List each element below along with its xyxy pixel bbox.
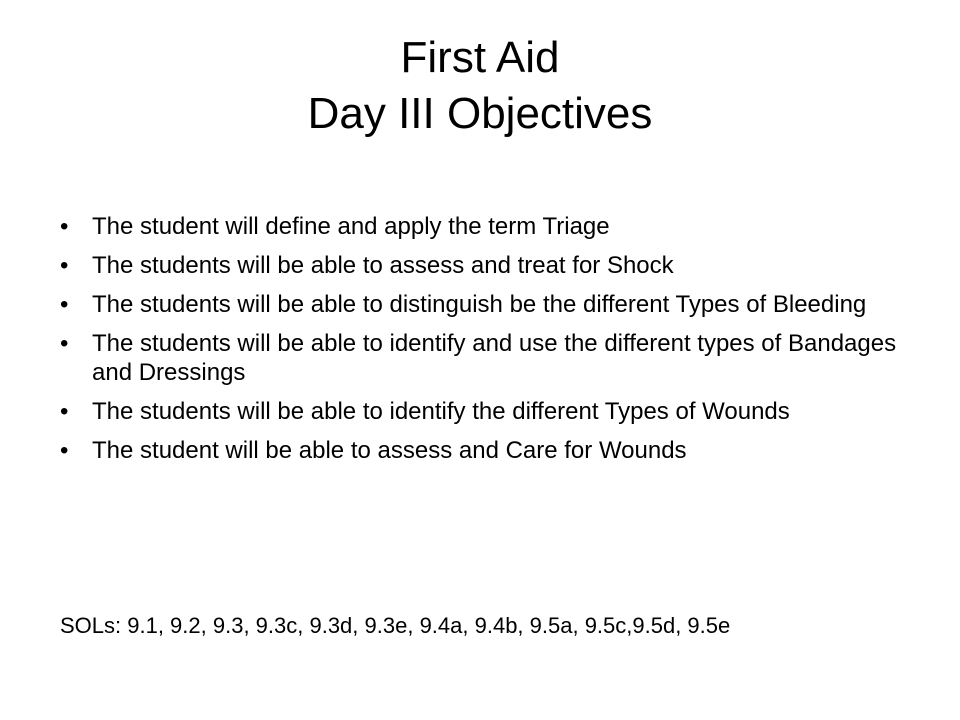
- list-item: [60, 329, 920, 387]
- objective-text: The students will be able to assess and treat for Shock: [92, 252, 674, 279]
- objective-text: The student will be able to assess and Care for Wounds: [92, 437, 687, 464]
- bullet-icon: •: [60, 213, 69, 240]
- bullet-icon: •: [60, 398, 69, 425]
- title-line-1: First Aid: [400, 33, 560, 82]
- objective-text: The students will be able to identify the different Types of Wounds: [92, 398, 790, 425]
- bullet-icon: •: [60, 252, 69, 279]
- list-item: [60, 397, 920, 426]
- title-line-2: Day III Objectives: [307, 89, 653, 138]
- bullet-icon: •: [60, 291, 69, 318]
- bullet-icon: •: [60, 330, 69, 357]
- objective-text: The students will be able to distinguish be the different Types of Bleeding: [92, 291, 867, 318]
- objective-text: The student will define and apply the term Triage: [92, 213, 610, 240]
- list-item: [60, 436, 920, 465]
- objectives-list: [60, 212, 920, 475]
- slide-title: [0, 30, 960, 142]
- list-item: [60, 290, 920, 319]
- sols-standards: SOLs: 9.1, 9.2, 9.3, 9.3c, 9.3d, 9.3e, 9.4a, 9.4b, 9.5a, 9.5c,9.5d, 9.5e: [60, 613, 731, 638]
- objective-text: The students will be able to identify and use the different types of Bandages and Dressings: [92, 330, 897, 386]
- bullet-icon: •: [60, 437, 69, 464]
- list-item: [60, 251, 920, 280]
- list-item: [60, 212, 920, 241]
